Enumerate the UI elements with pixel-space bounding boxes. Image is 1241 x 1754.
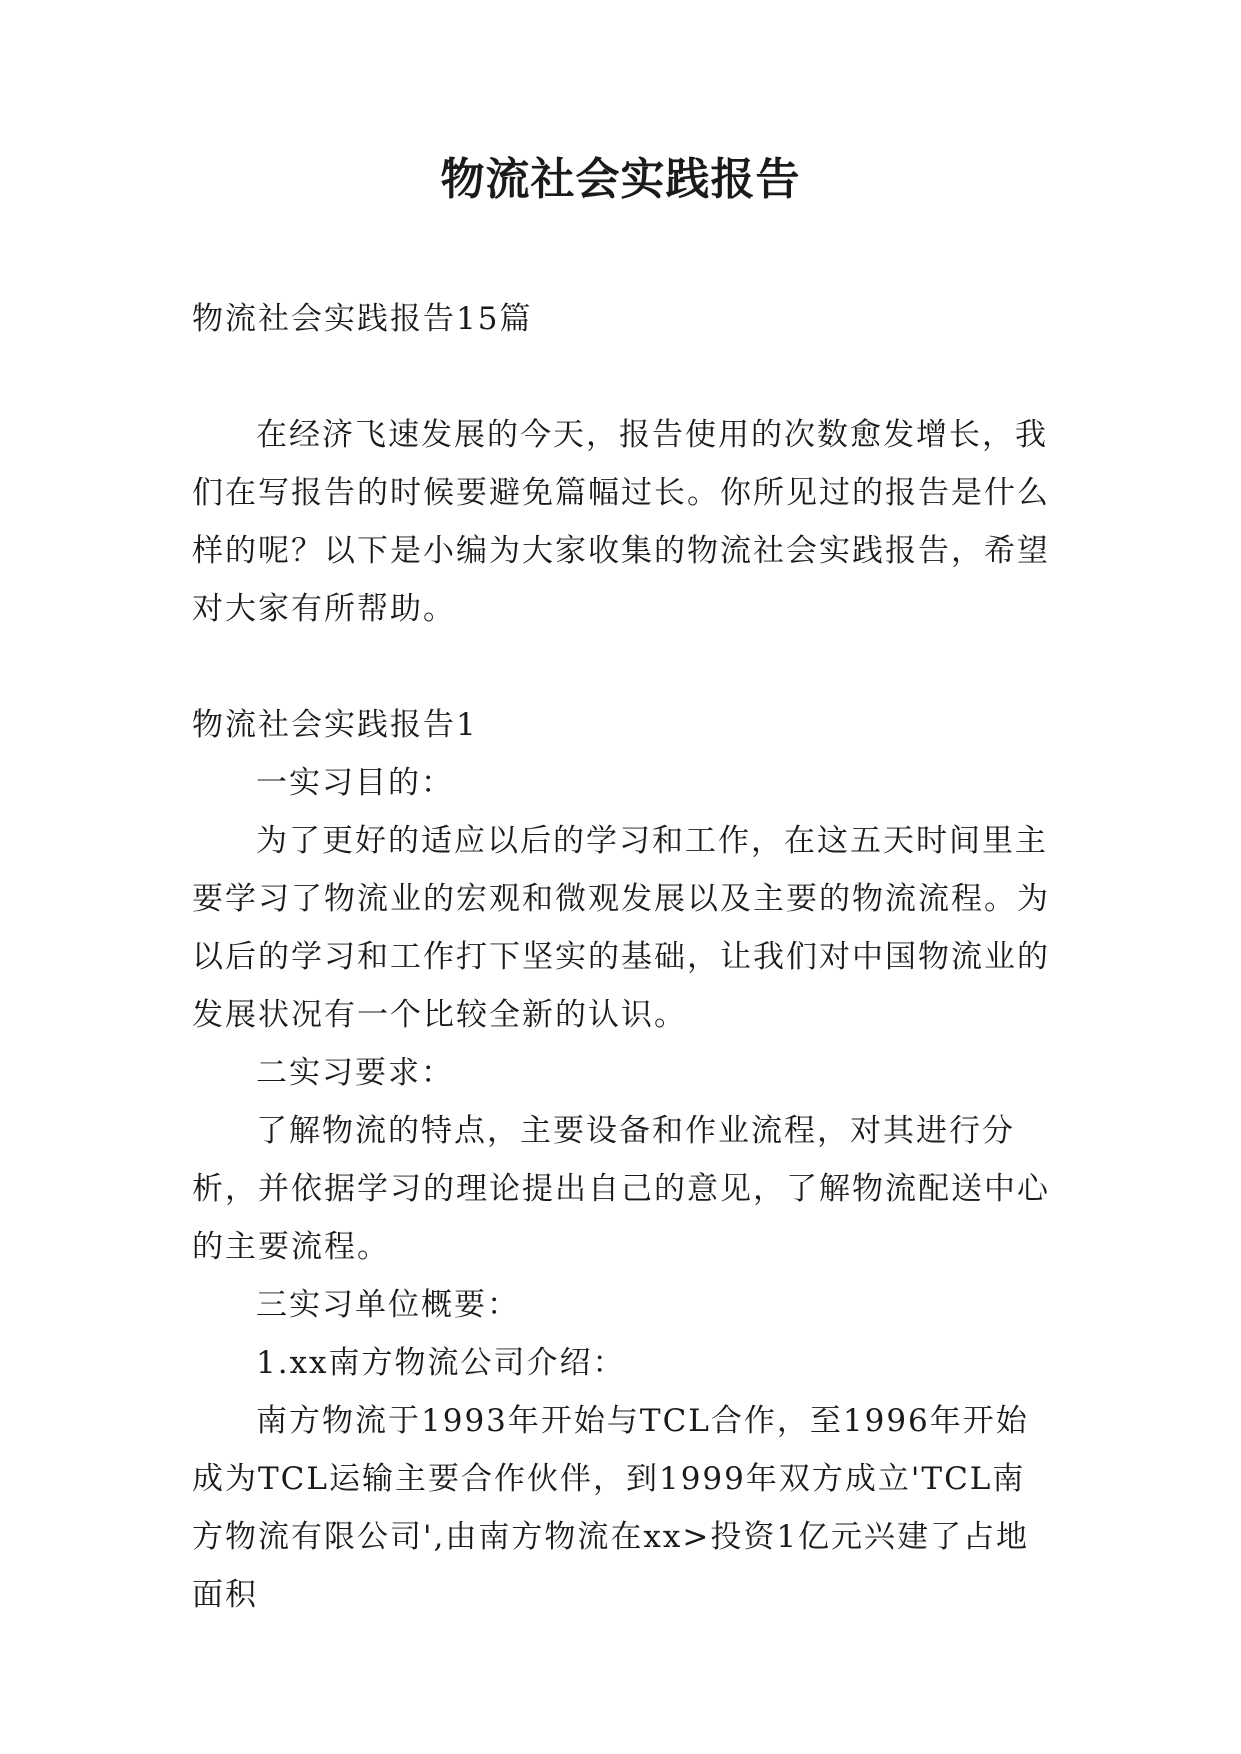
document-subtitle: 物流社会实践报告15篇 <box>192 301 533 337</box>
document-body <box>192 290 1052 1624</box>
section-heading: 物流社会实践报告1 <box>192 707 478 743</box>
intro-paragraph: 在经济飞速发展的今天，报告使用的次数愈发增长，我们在写报告的时候要避免篇幅过长。你所见过的报告是什么样的呢？以下是小编为大家收集的物流社会实践报告，希望对大家有所帮助。 <box>192 417 1050 627</box>
paragraph-company-intro: 南方物流于1993年开始与TCL合作，至1996年开始成为TCL运输主要合作伙伴，到1999年双方成立'TCL南方物流有限公司',由南方物流在xx>投资1亿元兴建了占地面积 <box>192 1403 1030 1613</box>
paragraph-heading-requirements: 二实习要求： <box>256 1055 454 1091</box>
paragraph-company-heading: 1.xx南方物流公司介绍： <box>256 1345 626 1381</box>
document-title: 物流社会实践报告 <box>440 154 801 205</box>
paragraph-heading-purpose: 一实习目的： <box>256 765 454 801</box>
paragraph-requirements: 了解物流的特点，主要设备和作业流程，对其进行分析，并依据学习的理论提出自己的意见，了解物流配送中心的主要流程。 <box>192 1113 1050 1265</box>
paragraph-purpose: 为了更好的适应以后的学习和工作，在这五天时间里主要学习了物流业的宏观和微观发展以及主要的物流流程。为以后的学习和工作打下坚实的基础，让我们对中国物流业的发展状况有一个比较全新的认识。 <box>192 823 1050 1033</box>
paragraph-heading-overview: 三实习单位概要： <box>256 1287 520 1323</box>
